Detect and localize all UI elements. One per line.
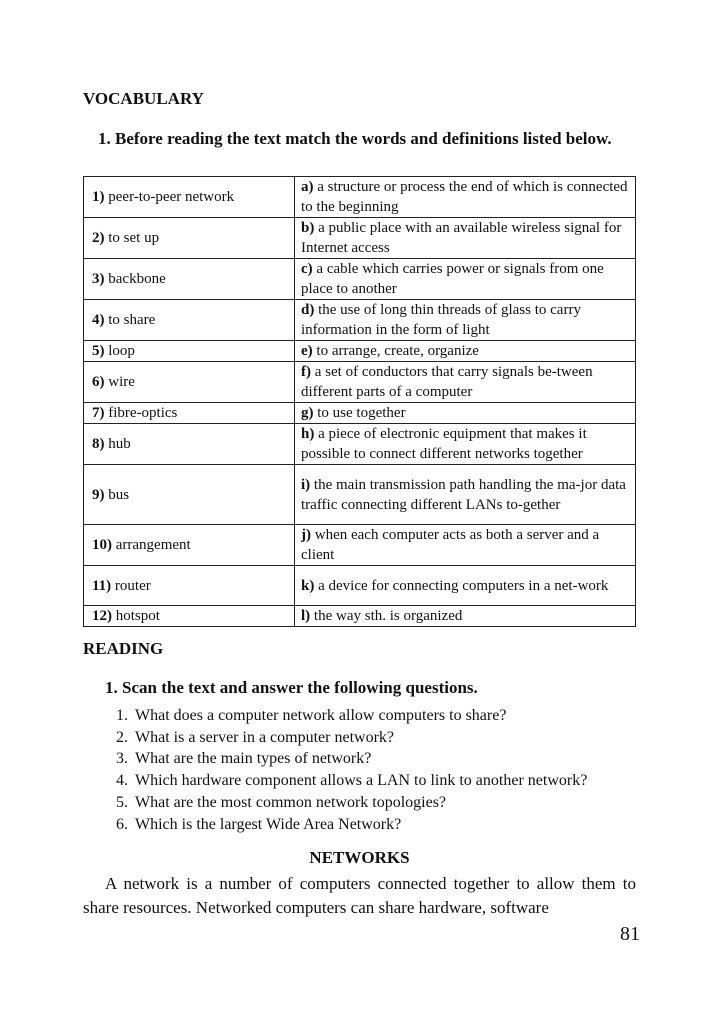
definition-letter: l) [301, 608, 311, 624]
word-cell [84, 362, 295, 403]
definition-letter: e) [301, 343, 313, 359]
definition-letter: c) [301, 261, 313, 277]
definition-letter: h) [301, 426, 315, 442]
table-row [84, 259, 636, 300]
word-number: 2) [92, 230, 105, 246]
definition-cell [295, 218, 636, 259]
word-text: router [114, 577, 151, 594]
definition-cell [295, 525, 636, 566]
table-row [84, 525, 636, 566]
word-cell [84, 465, 295, 525]
table-row [84, 606, 636, 627]
word-number: 7) [92, 405, 105, 421]
definition-letter: d) [301, 302, 315, 318]
word-text: peer-to-peer network [108, 189, 235, 205]
word-cell [84, 259, 295, 300]
table-row [84, 465, 636, 525]
word-text: fibre-optics [108, 405, 178, 421]
table-row [84, 362, 636, 403]
word-text: bus [108, 486, 130, 503]
table-row [84, 341, 636, 362]
word-text: to share [108, 312, 156, 328]
word-number: 5) [92, 343, 105, 359]
task-1-instruction: 1. Before reading the text match the words and definitions listed below. [98, 129, 612, 148]
definition-text: a structure or process the end of which is connected to the beginning [301, 179, 628, 215]
table-row [84, 218, 636, 259]
definition-letter: j) [301, 527, 311, 543]
word-cell [84, 403, 295, 424]
list-item: 1. What does a computer network allow computers to share? [132, 705, 587, 727]
word-text: backbone [108, 271, 166, 287]
definition-cell [295, 259, 636, 300]
definition-cell [295, 300, 636, 341]
word-text: to set up [108, 230, 160, 246]
reading-heading: READING [83, 639, 164, 658]
word-number: 6) [92, 374, 105, 390]
list-item: 4. Which hardware component allows a LAN to link to another network? [132, 770, 587, 792]
word-number: 3) [92, 271, 105, 287]
vocabulary-table [83, 176, 636, 627]
vocabulary-heading: VOCABULARY [83, 89, 204, 108]
definition-text: a set of conductors that carry signals be-tween different parts of a computer [301, 364, 593, 400]
body-paragraph: A network is a number of computers connected together to allow them to share resources. Networked computers can share hardware, software [83, 874, 636, 917]
definition-cell [295, 177, 636, 218]
table-row [84, 300, 636, 341]
word-number: 11) [92, 577, 112, 594]
word-number: 9) [92, 486, 105, 503]
definition-text: a device for connecting computers in a net-work [318, 577, 609, 594]
definition-letter: f) [301, 364, 311, 380]
definition-text: a public place with an available wireless signal for Internet access [301, 220, 622, 256]
table-row [84, 566, 636, 606]
definition-letter: k) [301, 577, 315, 594]
word-number: 10) [92, 537, 112, 553]
word-cell [84, 566, 295, 606]
definition-text: when each computer acts as both a server and a client [301, 527, 600, 563]
definition-text: the use of long thin threads of glass to carry information in the form of light [301, 302, 581, 338]
list-item: 5. What are the most common network topologies? [132, 792, 587, 814]
page-number: 81 [620, 923, 640, 945]
definition-cell [295, 403, 636, 424]
word-number: 12) [92, 608, 112, 624]
definition-text: the way sth. is organized [313, 608, 463, 624]
questions-list [105, 705, 587, 835]
word-text: arrangement [115, 537, 191, 553]
list-item: 3. What are the main types of network? [132, 748, 587, 770]
word-number: 4) [92, 312, 105, 328]
word-cell [84, 424, 295, 465]
definition-letter: b) [301, 220, 315, 236]
definition-cell [295, 566, 636, 606]
table-row [84, 177, 636, 218]
word-number: 1) [92, 189, 105, 205]
definition-text: the main transmission path handling the ma-jor data traffic connecting different LANs to-gether [301, 476, 626, 513]
definition-cell [295, 465, 636, 525]
definition-cell [295, 362, 636, 403]
word-text: hub [108, 436, 131, 452]
definition-letter: a) [301, 179, 314, 195]
list-item: 6. Which is the largest Wide Area Network? [132, 814, 587, 836]
definition-text: to use together [317, 405, 406, 421]
definition-cell [295, 424, 636, 465]
list-item: 2. What is a server in a computer network? [132, 727, 587, 749]
definition-letter: i) [301, 476, 311, 493]
table-row [84, 424, 636, 465]
word-number: 8) [92, 436, 105, 452]
word-cell [84, 606, 295, 627]
definition-cell [295, 606, 636, 627]
word-text: hotspot [115, 608, 160, 624]
word-text: wire [108, 374, 135, 390]
definition-text: a cable which carries power or signals from one place to another [301, 261, 604, 297]
definition-text: to arrange, create, organize [316, 343, 479, 359]
word-cell [84, 177, 295, 218]
word-cell [84, 525, 295, 566]
networks-heading: NETWORKS [309, 848, 410, 867]
definition-letter: g) [301, 405, 314, 421]
definition-cell [295, 341, 636, 362]
word-cell [84, 218, 295, 259]
task-2-instruction: 1. Scan the text and answer the following questions. [105, 678, 478, 697]
definition-text: a piece of electronic equipment that makes it possible to connect different networks together [301, 426, 587, 462]
word-cell [84, 341, 295, 362]
word-text: loop [108, 343, 135, 359]
word-cell [84, 300, 295, 341]
table-row [84, 403, 636, 424]
